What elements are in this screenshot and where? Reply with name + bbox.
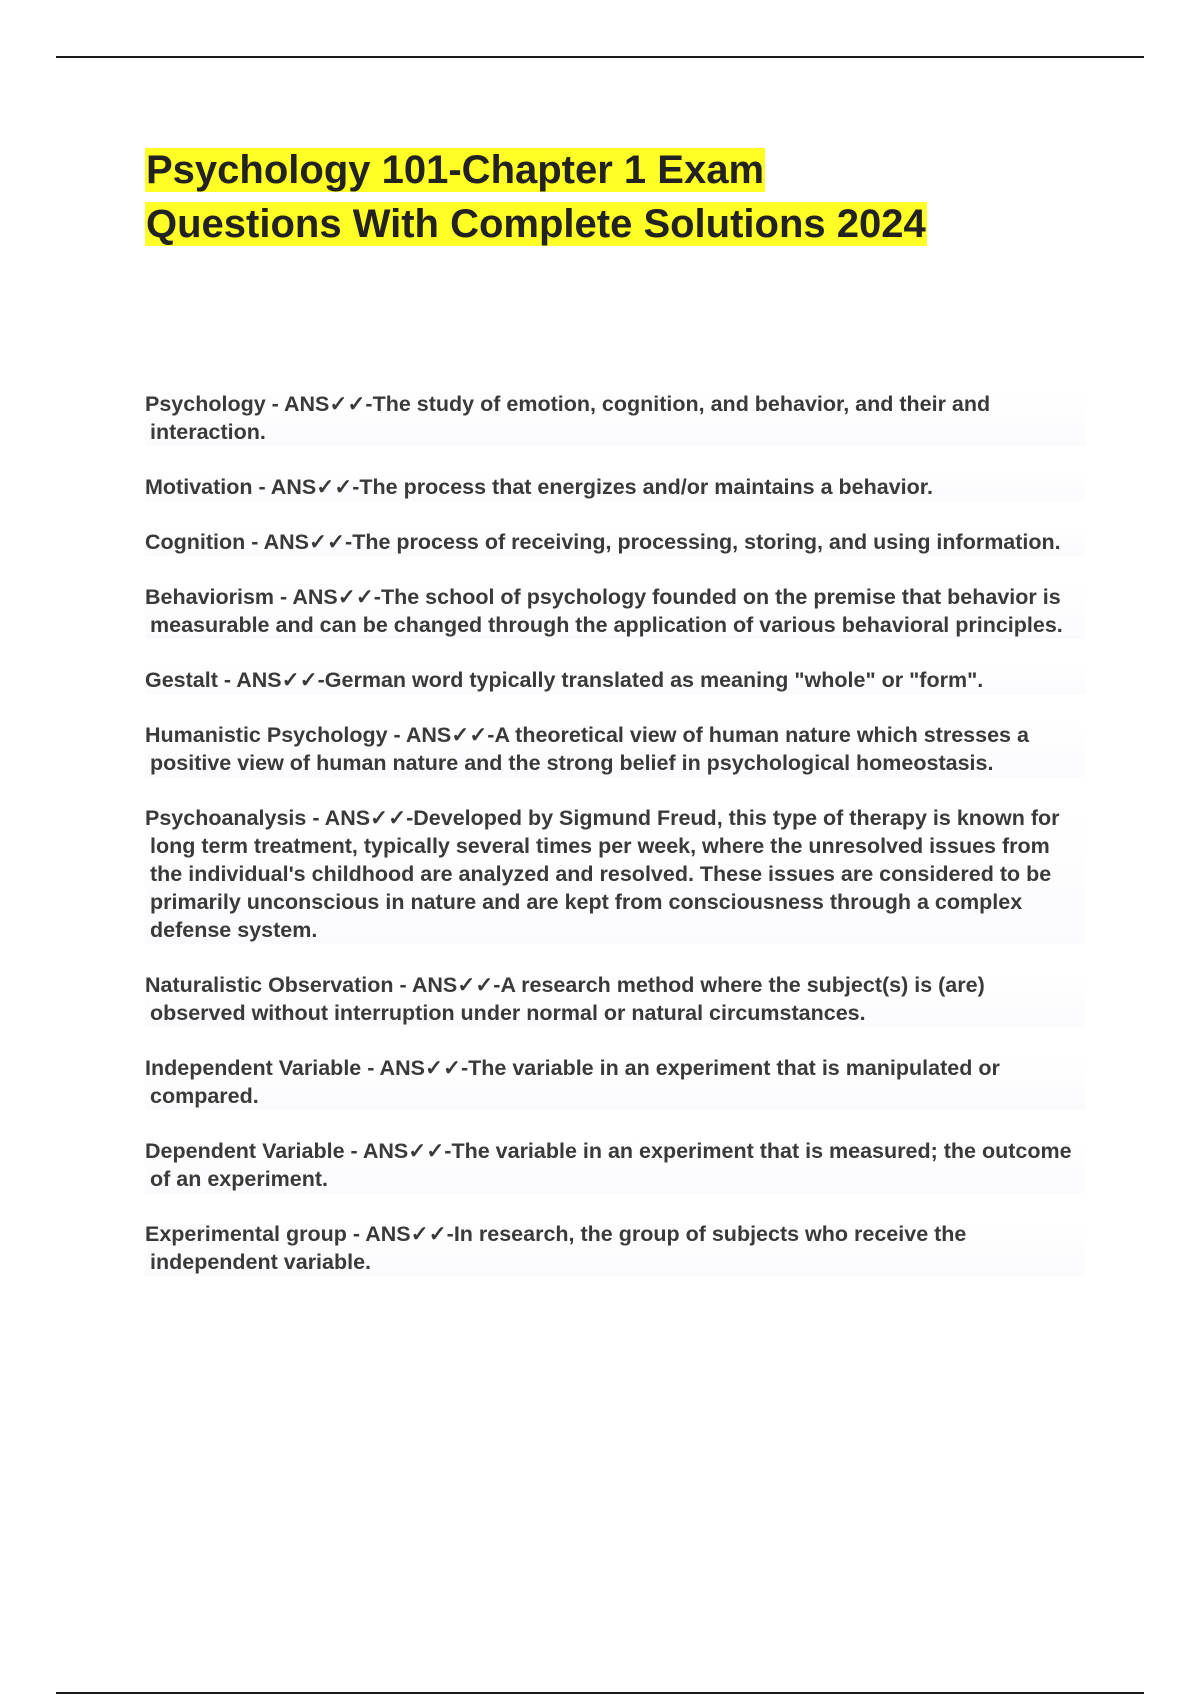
qa-entry [145, 1220, 1085, 1276]
entry-definition: The variable in an experiment that is measured; the outcome of an experiment. [150, 1139, 1072, 1191]
entry-term: Humanistic Psychology [145, 723, 388, 747]
title-highlight-2: Questions With Complete Solutions 2024 [146, 202, 926, 246]
entry-definition: German word typically translated as meaning "whole" or "form". [324, 668, 984, 692]
qa-entry [145, 1137, 1085, 1193]
answer-separator: - ANS✓✓- [387, 723, 495, 747]
qa-entry [145, 390, 1085, 446]
entry-definition: A research method where the subject(s) is (are) observed without interruption under normal or natural circumstances. [150, 973, 985, 1025]
answer-separator: - ANS✓✓- [344, 1139, 452, 1163]
title-line-1 [145, 143, 1105, 197]
answer-separator: - ANS✓✓- [346, 1222, 454, 1246]
qa-entry [145, 721, 1085, 777]
answer-separator: - ANS✓✓- [252, 475, 360, 499]
entry-term: Cognition [145, 530, 246, 554]
entry-term: Independent Variable [145, 1056, 362, 1080]
qa-list [145, 390, 1085, 1303]
answer-separator: - ANS✓✓- [245, 530, 353, 554]
entry-term: Experimental group [145, 1222, 347, 1246]
answer-separator: - ANS✓✓- [217, 668, 325, 692]
entry-term: Behaviorism [145, 585, 275, 609]
entry-definition: A theoretical view of human nature which stresses a positive view of human nature and the strong belief in psychological homeostasis. [150, 723, 1029, 775]
qa-entry [145, 804, 1085, 944]
entry-term: Motivation [145, 475, 253, 499]
entry-definition: The study of emotion, cognition, and behavior, and their and interaction. [150, 392, 991, 444]
qa-entry [145, 528, 1085, 556]
qa-entry [145, 971, 1085, 1027]
qa-entry [145, 473, 1085, 501]
entry-term: Psychoanalysis [145, 806, 307, 830]
qa-entry [145, 666, 1085, 694]
entry-definition: The variable in an experiment that is manipulated or compared. [150, 1056, 1000, 1108]
entry-definition: The school of psychology founded on the premise that behavior is measurable and can be changed through the application of various behavioral principles. [150, 585, 1063, 637]
entry-definition: The process that energizes and/or maintains a behavior. [359, 475, 933, 499]
entry-term: Naturalistic Observation [145, 973, 394, 997]
answer-separator: - ANS✓✓- [265, 392, 373, 416]
entry-definition: The process of receiving, processing, storing, and using information. [352, 530, 1061, 554]
answer-separator: - ANS✓✓- [393, 973, 501, 997]
answer-separator: - ANS✓✓- [274, 585, 381, 609]
entry-definition: In research, the group of subjects who receive the independent variable. [150, 1222, 967, 1274]
entry-term: Dependent Variable [145, 1139, 345, 1163]
answer-separator: - ANS✓✓- [306, 806, 414, 830]
entry-definition: Developed by Sigmund Freud, this type of therapy is known for long term treatment, typically several times per week, where the unresolved issues from the individual's childhood are analyzed and resolved. These issues are considered to be primarily unconscious in nature and are kept from consciousness through a complex defense system. [150, 806, 1060, 942]
top-rule [56, 56, 1144, 58]
document-title [145, 143, 1105, 251]
title-highlight-1: Psychology 101-Chapter 1 Exam [146, 148, 765, 192]
qa-entry [145, 583, 1085, 639]
answer-separator: - ANS✓✓- [361, 1056, 469, 1080]
bottom-rule [56, 1692, 1144, 1694]
title-line-2 [145, 197, 1105, 251]
qa-entry [145, 1054, 1085, 1110]
entry-term: Gestalt [145, 668, 218, 692]
entry-term: Psychology [145, 392, 266, 416]
